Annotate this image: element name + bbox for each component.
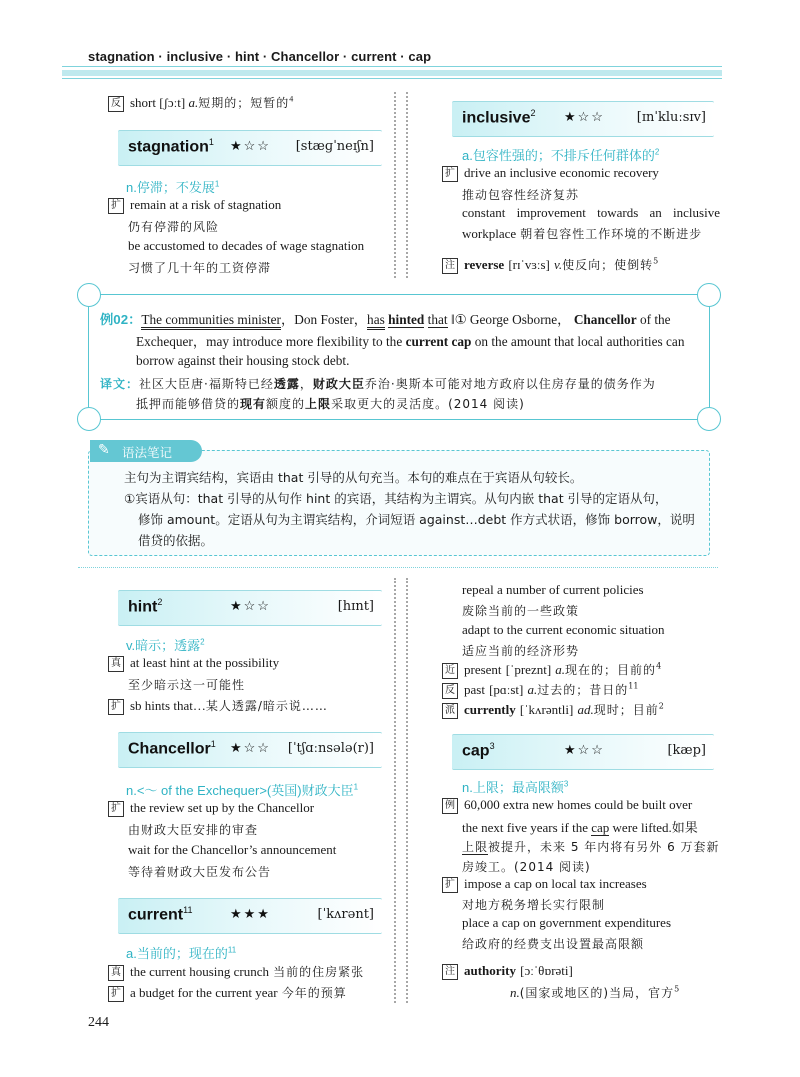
real-exam-entry: 真 the current housing crunch 当前的住房紧张 xyxy=(108,963,364,981)
example-sentence-line2: Exchequer，may introduce more flexibility to the current cap on the amount that local authorities can xyxy=(136,334,685,349)
example-line: the next five years if the cap were lifted.如果 xyxy=(462,820,698,835)
expansion-line: place a cap on government expenditures xyxy=(462,915,671,930)
corner-ornament xyxy=(77,283,101,307)
antonym-entry: 反 short [ʃɔːt] a.短期的；短暂的$^4$ xyxy=(108,94,293,112)
derived-entry: 派 currently [ˈkʌrəntli] ad.现时；目前$^2$ xyxy=(442,701,664,719)
translation-line2: 抵押而能够借贷的现有额度的上限采取更大的灵活度。(2014 阅读) xyxy=(136,397,525,411)
definition: n.<～ of the Exchequer>(英国)财政大臣$^1$ xyxy=(126,782,359,798)
header-band xyxy=(62,70,722,76)
definition: a.包容性强的；不排斥任何群体的$^2$ xyxy=(462,147,660,163)
pen-icon: ✎ xyxy=(98,442,110,458)
definition: n.停滞；不发展$^1$ xyxy=(126,179,220,195)
corner-ornament xyxy=(77,407,101,431)
note-entry: 注 reverse [rɪˈvɜːs] v.使反向；使倒转$^5$ xyxy=(442,256,658,274)
example-label: 例02： xyxy=(100,312,142,327)
example-entry: 例 60,000 extra new homes could be built over xyxy=(442,797,692,814)
header-rule xyxy=(62,66,722,67)
headword-box-stagnation: stagnation$^1$ ★☆☆ [stæɡˈneɪʃn] xyxy=(118,130,382,166)
translation: 仍有停滞的风险 xyxy=(128,220,220,234)
frequency-stars: ★☆☆ xyxy=(230,741,271,756)
definition: n.上限；最高限额$^3$ xyxy=(462,779,569,795)
headword-box-inclusive: inclusive$^2$ ★☆☆ [ɪnˈkluːsɪv] xyxy=(452,101,714,137)
example-translation: 上限被提升，未来 5 年内将有另外 6 万套新 xyxy=(462,840,720,854)
translation-line1: 译文：社区大臣唐·福斯特已经透露，财政大臣乔治·奥斯本可能对地方政府以住房存量的债务作为 xyxy=(100,377,656,391)
column-divider-top xyxy=(394,92,408,278)
phonetic: [kæp] xyxy=(667,743,706,758)
expansion-line: wait for the Chancellor’s announcement xyxy=(128,842,337,857)
expansion-entry: 扩 a budget for the current year 今年的预算 xyxy=(108,984,347,1002)
headword-box-current: current$^{11}$ ★★★ [ˈkʌrənt] xyxy=(118,898,382,934)
frequency-stars: ★☆☆ xyxy=(230,599,271,614)
page-number: 244 xyxy=(88,1015,109,1030)
phonetic: [stæɡˈneɪʃn] xyxy=(295,139,374,154)
translation: 推动包容性经济复苏 xyxy=(462,188,580,202)
translation: 适应当前的经济形势 xyxy=(462,644,580,658)
corner-ornament xyxy=(697,407,721,431)
headword-box-chancellor: Chancellor$^1$ ★☆☆ [ˈtʃɑːnsələ(r)] xyxy=(118,732,382,768)
column-divider-bottom xyxy=(394,578,408,1003)
example-sentence-line3: borrow against their housing stock debt. xyxy=(136,353,350,368)
translation: 由财政大臣安排的审查 xyxy=(128,823,259,837)
frequency-stars: ★☆☆ xyxy=(564,110,605,125)
frequency-stars: ★☆☆ xyxy=(564,743,605,758)
phonetic: [hɪnt] xyxy=(337,599,374,614)
expansion-line: be accustomed to decades of wage stagnation xyxy=(128,238,365,253)
translation: 习惯了几十年的工资停滞 xyxy=(128,261,272,275)
expansion-line-cont: workplace 朝着包容性工作环境的不断进步 xyxy=(462,226,703,241)
frequency-stars: ★★★ xyxy=(230,907,271,922)
antonym-entry: 反 past [pɑːst] a.过去的；昔日的$^{11}$ xyxy=(442,681,638,699)
running-header: stagnation · inclusive · hint · Chancellor · current · cap xyxy=(88,49,432,64)
expansion-entry: 扩 the review set up by the Chancellor xyxy=(108,800,314,817)
frequency-stars: ★☆☆ xyxy=(230,139,271,154)
grammar-paragraph: 借贷的依据。 xyxy=(138,533,214,548)
headword: stagnation xyxy=(128,138,209,156)
real-exam-entry: 真 at least hint at the possibility xyxy=(108,655,279,672)
headword-box-hint: hint$^2$ ★☆☆ [hɪnt] xyxy=(118,590,382,626)
definition: v.暗示；透露$^2$ xyxy=(126,637,205,653)
grammar-note-title: 语法笔记 xyxy=(122,445,173,460)
note-meaning: n.(国家或地区的)当局，官方$^5$ xyxy=(510,984,680,1000)
translation-label: 译文： xyxy=(100,377,140,391)
corner-ornament xyxy=(697,283,721,307)
expansion-line: repeal a number of current policies xyxy=(462,582,644,597)
headword-box-cap: cap$^3$ ★☆☆ [kæp] xyxy=(452,734,714,770)
phonetic: [ˈkʌrənt] xyxy=(317,907,374,922)
grammar-paragraph: 主句为主谓宾结构，宾语由 that 引导的从句充当。本句的难点在于宾语从句较长。 xyxy=(124,470,583,485)
example-translation: 房竣工。(2014 阅读) xyxy=(462,860,591,874)
expansion-entry: 扩 impose a cap on local tax increases xyxy=(442,876,647,893)
translation: 给政府的经费支出设置最高限额 xyxy=(462,937,645,951)
phonetic: [ɪnˈkluːsɪv] xyxy=(636,110,706,125)
grammar-note-tab xyxy=(90,440,202,462)
grammar-paragraph: ①宾语从句：that 引导的从句作 hint 的宾语，其结构为主谓宾。从句内嵌 that 引导的定语从句， xyxy=(124,491,668,506)
translation: 废除当前的一些政策 xyxy=(462,604,580,618)
note-entry: 注 authority [ɔːˈθɒrəti] xyxy=(442,963,573,980)
section-separator xyxy=(78,567,718,568)
header-rule-lower xyxy=(62,78,722,79)
expansion-entry: 扩 remain at a risk of stagnation xyxy=(108,197,281,214)
expansion-entry: 扩 sb hints that…某人透露/暗示说…… xyxy=(108,697,328,715)
antonym-tag: 反 xyxy=(108,96,124,112)
expansion-line: constant improvement towards an inclusive xyxy=(462,205,720,220)
expansion-line: adapt to the current economic situation xyxy=(462,622,665,637)
translation: 对地方税务增长实行限制 xyxy=(462,898,606,912)
translation: 等待着财政大臣发布公告 xyxy=(128,865,272,879)
phonetic: [ˈtʃɑːnsələ(r)] xyxy=(287,741,374,756)
definition: a.当前的；现在的$^{11}$ xyxy=(126,945,237,961)
expansion-entry: 扩 drive an inclusive economic recovery xyxy=(442,165,659,182)
translation: 至少暗示这一可能性 xyxy=(128,678,246,692)
grammar-paragraph: 修饰 amount。定语从句为主谓宾结构，介词短语 against…debt 作方式状语，修饰 borrow，说明 xyxy=(138,512,695,527)
example-sentence-line1: 例02：The communities minister，Don Foster，has hinted that ‖① George Osborne， Chancellor of the xyxy=(100,309,671,328)
synonym-entry: 近 present [ˈpreznt] a.现在的；目前的$^4$ xyxy=(442,661,661,679)
